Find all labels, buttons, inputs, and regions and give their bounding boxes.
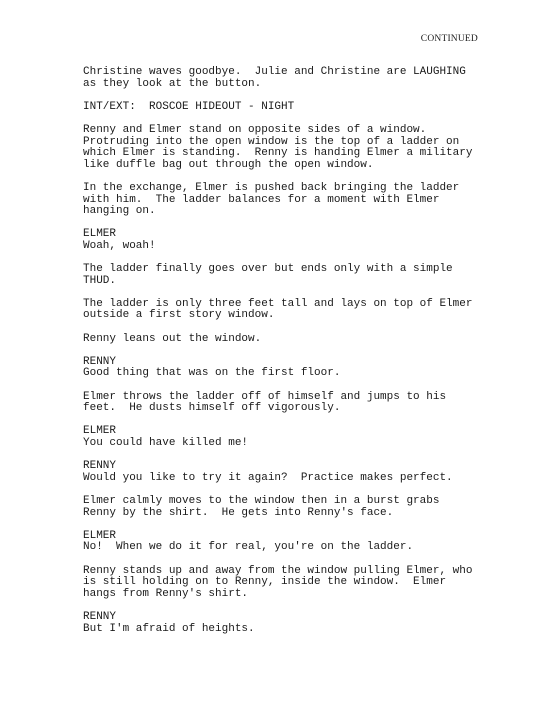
dialogue: Good thing that was on the first floor. — [83, 367, 341, 380]
character-name: RENNY — [83, 355, 117, 368]
scene-heading: INT/EXT: ROSCOE HIDEOUT - NIGHT — [83, 100, 295, 113]
action-line: The ladder finally goes over but ends only with a simple THUD. — [83, 263, 453, 287]
action-line: In the exchange, Elmer is pushed back bringing the ladder with him. The ladder balances for a moment with Elmer hanging on. — [83, 181, 460, 218]
script-body — [83, 67, 503, 647]
character-name: ELMER — [83, 529, 117, 542]
dialogue: No! When we do it for real, you're on the ladder. — [83, 541, 414, 554]
action-line: Elmer throws the ladder off of himself and jumps to his feet. He dusts himself off vigorously. — [83, 390, 447, 415]
character-name: ELMER — [83, 425, 117, 438]
character-name: RENNY — [83, 610, 117, 623]
action-line: Elmer calmly moves to the window then in a burst grabs Renny by the shirt. He gets into Renny's face. — [83, 494, 440, 519]
dialogue: Would you like to try it again? Practice makes perfect. — [83, 471, 453, 484]
action-line: Renny leans out the window. — [83, 332, 262, 345]
continued-marker: CONTINUED — [420, 34, 478, 44]
dialogue: Woah, woah! — [83, 239, 156, 252]
action-line: The ladder is only three feet tall and lays on top of Elmer outside a first story window. — [83, 297, 473, 322]
character-name: ELMER — [83, 228, 117, 241]
dialogue: But I'm afraid of heights. — [83, 622, 255, 635]
action-line: Christine waves goodbye. Julie and Christine are LAUGHING as they look at the button. — [83, 66, 466, 90]
action-line: Renny and Elmer stand on opposite sides of a window. Protruding into the open window is the top of a ladder on which Elmer is standing. Renny is handing Elmer a military like duffle bag out through the open window. — [83, 123, 473, 171]
action-line: Renny stands up and away from the window pulling Elmer, who is still holding on to Renny, inside the window. Elmer hangs from Renny's shirt. — [83, 564, 473, 600]
character-name: RENNY — [83, 460, 117, 473]
dialogue: You could have killed me! — [83, 437, 249, 449]
